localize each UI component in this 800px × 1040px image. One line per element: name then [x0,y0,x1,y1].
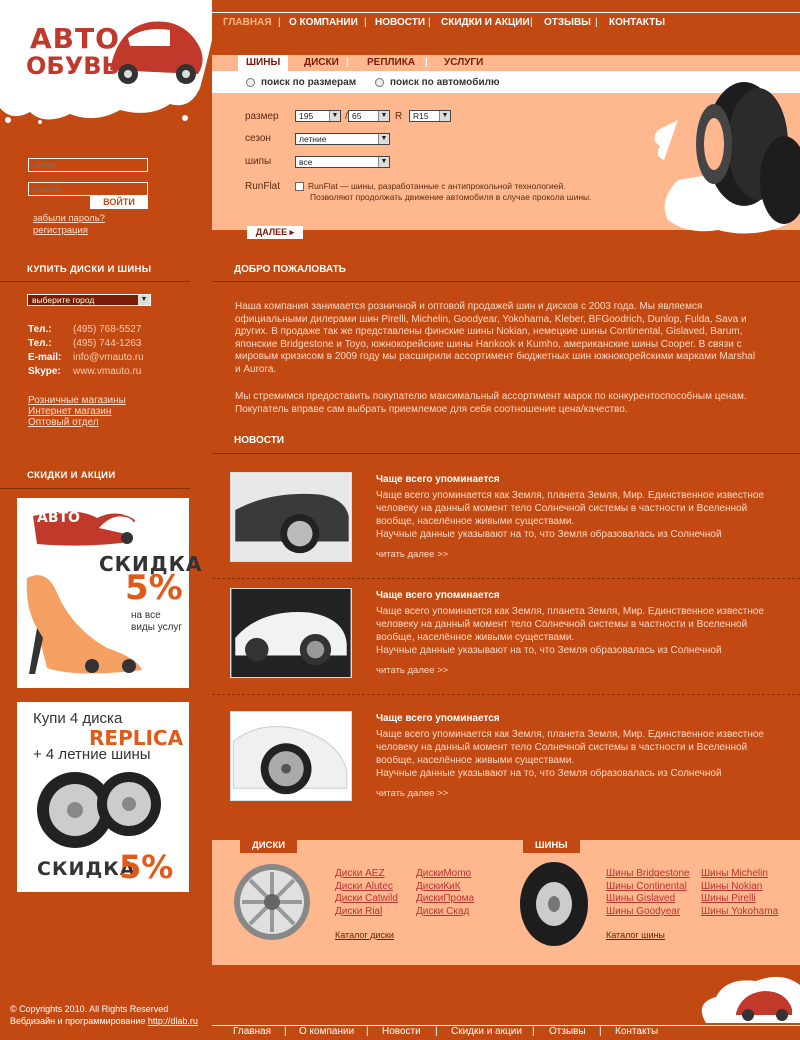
disk-link[interactable]: ДискиКиК [416,881,461,892]
catalog-panel [212,840,800,965]
disks-tab: ДИСКИ [240,840,297,853]
footer-nav-separator: | [284,1026,287,1037]
left-sidebar [0,0,212,1040]
footer [0,995,800,1040]
promo-percent: 5% [125,568,183,608]
design-credit-link[interactable]: http://dlab.ru [147,1016,198,1026]
chevron-down-icon: ▼ [138,295,150,305]
footer-nav-about[interactable]: О компании [299,1026,355,1037]
footer-nav-home[interactable]: Главная [233,1026,272,1037]
next-button[interactable] [247,226,303,239]
news-item [212,472,800,590]
promo-sub2: виды услуг [131,622,183,633]
tab-tires[interactable]: ШИНЫ [238,55,288,71]
logo[interactable] [26,22,206,92]
width-value: 195 [299,111,314,121]
city-select-value: выберите город [32,295,95,305]
footer-nav-separator: | [532,1026,535,1037]
tire-catalog-image [518,860,590,948]
nav-separator: | [595,17,598,28]
contact-label: E-mail: [28,352,62,363]
news-item [212,588,800,706]
login-button[interactable]: ВОЙТИ [90,196,148,209]
buy-section-title: КУПИТЬ ДИСКИ И ШИНЫ [27,264,152,275]
spikes-label: шипы [245,156,272,167]
read-more-link[interactable]: читать далее >> [376,788,449,799]
password-field-wrap [28,182,148,196]
promo2-percent: 5% [119,848,174,886]
tires-catalog-link[interactable]: Каталог шины [606,930,665,940]
contact-phone2 [28,338,141,349]
tab-services[interactable]: УСЛУГИ [444,57,484,68]
copyright-text: © Copyrights 2010. All Rights Reserved [10,1004,169,1014]
disk-link[interactable]: ДискиMomo [416,868,472,879]
promo-banner-discount[interactable] [17,498,203,688]
nav-separator: | [530,17,533,28]
divider [0,281,190,282]
side-icons [6,20,20,80]
home-icon[interactable]: ⌂ [6,22,13,34]
disk-link[interactable]: Диски Скад [416,906,470,917]
copyright [10,1003,198,1027]
promo-title: СКИДКА [99,552,203,576]
tire-link[interactable]: Шины Nokian [701,881,763,892]
runflat-description [308,181,591,203]
arrow-right-icon: ▸ [289,227,295,237]
radio-label: поиск по размерам [261,77,357,88]
nav-about[interactable]: О КОМПАНИИ [289,17,358,28]
disk-link[interactable]: Диски Catwild [335,893,398,904]
city-select[interactable] [27,294,151,306]
promo-logo1: АВТО [37,510,80,526]
next-label: ДАЛЕЕ [255,227,288,237]
promo2-title: СКИДКА [37,858,136,880]
news-divider [212,694,800,695]
tire-link[interactable]: Шины Pirelli [701,893,756,904]
promo-logo2: ОБУВЬ [37,526,88,541]
top-nav [212,0,800,46]
contact-email [28,352,144,363]
tab-separator: | [346,57,349,68]
nav-separator: | [364,17,367,28]
footer-splash [686,963,800,1023]
contact-label: Тел.: [28,338,52,349]
nav-news[interactable]: НОВОСТИ [375,17,426,28]
tire-link[interactable]: Шины Gislaved [606,893,676,904]
radius-select[interactable] [409,110,451,122]
footer-nav-news[interactable]: Новости [382,1026,421,1037]
chevron-down-icon: ▼ [329,111,340,121]
disk-link[interactable]: Диски Alutec [335,881,393,892]
footer-nav-reviews[interactable]: Отзывы [549,1026,586,1037]
logo-line1: АВТО [30,22,120,55]
nav-home[interactable]: ГЛАВНАЯ [223,17,272,28]
disks-catalog-link[interactable]: Каталог диски [335,930,394,940]
news-headline[interactable]: Чаще всего упоминается [376,713,500,724]
footer-nav-separator: | [599,1026,602,1037]
radio-circle-icon [375,78,384,87]
spikes-select[interactable] [295,156,390,168]
welcome-title: ДОБРО ПОЖАЛОВАТЬ [234,264,346,275]
read-more-link[interactable]: читать далее >> [376,549,449,560]
mail-icon[interactable]: ✉ [6,42,16,54]
tire-link[interactable]: Шины Bridgestone [606,868,690,879]
footer-nav-contacts[interactable]: Контакты [615,1026,659,1037]
login-input[interactable] [28,158,148,172]
retail-shops-link[interactable]: Розничные магазины [28,395,126,406]
promo2-line2: REPLICA [89,726,184,750]
divider [212,281,800,282]
contact-value: (495) 768-5527 [73,324,142,335]
tire-link[interactable]: Шины Yokohama [701,906,779,917]
promo-section-title: СКИДКИ И АКЦИИ [27,470,116,481]
chevron-down-icon: ▼ [378,157,389,167]
chevron-down-icon: ▼ [378,134,389,144]
news-car-image[interactable] [230,711,352,801]
promo2-line3: + 4 летние шины [33,746,151,763]
contact-value[interactable]: www.vmauto.ru [73,366,142,377]
divider [212,453,800,454]
promo-sub1: на все [131,610,161,621]
logo-line2: ОБУВЬ [26,52,120,80]
divider [0,488,190,489]
design-credit: Вебдизайн и программирование [10,1016,146,1026]
news-car-image[interactable] [230,472,352,562]
disk-link[interactable]: ДискиПрома [416,893,475,904]
tire-link[interactable]: Шины Michelin [701,868,768,879]
disk-link[interactable]: Диски Rial [335,906,383,917]
nav-separator: | [278,17,281,28]
promo-banner-replica[interactable] [17,702,189,892]
chevron-down-icon: ▼ [439,111,450,121]
tab-separator: | [425,57,428,68]
nav-contacts[interactable]: КОНТАКТЫ [609,17,666,28]
disk-image [232,862,312,942]
welcome-paragraph1: Наша компания занимается розничной и оптовой продажей шин и дисков с 2003 года. Мы являемся официальными дилерами шин Pirelli, Michelin, Goodyear, Yokohama, Kleber, BFGoodrich, Dunlop, Fulda, Sava и других. В продаже так же представлены финские шины Nokian, немецкие шины Continental, Gislaved, Barum, японские Bridgestone и Toyo, южнокорейские шины Hankook и Kumho, американские шины Cooper. В связи с мировым кризисом в 2009 году мы расширили ассортимент бюджетных шин южнокорейскими марками Marshal и Aurora. [235,301,756,375]
tire-link[interactable]: Шины Continental [606,881,687,892]
tires-tab: ШИНЫ [523,840,580,853]
read-more-link[interactable]: читать далее >> [376,665,449,676]
news-item [212,711,800,829]
season-value: летние [299,134,327,144]
spikes-value: все [299,157,313,167]
radio-circle-icon [246,78,255,87]
forgot-password-link[interactable]: забыли пароль? [33,213,105,224]
news-car-image[interactable] [230,588,352,678]
welcome-paragraph2: Мы стремимся предоставить покупателю максимальный ассортимент марок по конкурентоспособным ценам. Покупатель вправе сам выбрать приемлемое для себя соотношение цена/качество. [235,391,747,415]
wholesale-link[interactable]: Оптовый отдел [28,417,99,428]
contact-phone1 [28,324,141,335]
nav-separator: | [428,17,431,28]
season-label: сезон [245,133,271,144]
season-select[interactable] [295,133,390,145]
print-icon[interactable]: ⎙ [6,62,15,74]
radius-value: R15 [413,111,429,121]
size-slash: / [345,111,348,122]
profile-select[interactable] [348,110,390,122]
promo2-line1: Купи 4 диска [33,710,123,727]
news-body: Чаще всего упоминается как Земля, планета Земля, Мир. Единственное известное человеку на данный момент тело Солнечной системы в частности и Вселенной вообще, населённое живыми существами. Научные данные указывают на то, что Земля образовалась из Солнечной [376,729,764,779]
chevron-down-icon: ▼ [378,111,389,121]
runflat-text1: RunFlat — шины, разработанные с антипрокольной технологией. [308,181,566,191]
register-link[interactable]: регистрация [33,225,88,236]
contact-label: Тел.: [28,324,52,335]
nav-discounts[interactable]: СКИДКИ И АКЦИИ [441,17,530,28]
radio-by-size[interactable] [246,77,356,88]
password-input[interactable] [28,182,148,196]
radio-label: поиск по автомобилю [390,77,500,88]
runflat-checkbox[interactable] [295,182,304,191]
top-nav-line [212,12,800,13]
contact-label: Skype: [28,366,61,377]
news-headline[interactable]: Чаще всего упоминается [376,474,500,485]
news-title: НОВОСТИ [234,435,285,446]
tab-replica[interactable]: РЕПЛИКА [367,57,416,68]
size-label: размер [245,111,279,122]
footer-nav-discounts[interactable]: Скидки и акции [451,1026,522,1037]
runflat-label: RunFlat [245,181,281,192]
tab-disks[interactable]: ДИСКИ [304,57,339,68]
contact-value[interactable]: info@vmauto.ru [73,352,144,363]
width-select[interactable] [295,110,341,122]
news-headline[interactable]: Чаще всего упоминается [376,590,500,601]
news-divider [212,578,800,579]
tire-image [648,60,800,240]
runflat-text2: Позволяют продолжать движение автомобиля в случае прокола шины. [310,192,592,202]
nav-reviews[interactable]: ОТЗЫВЫ [544,17,591,28]
profile-value: 65 [352,111,362,121]
radio-by-car[interactable] [375,77,499,88]
contact-skype [28,366,141,377]
login-field-wrap [28,158,148,172]
news-body: Чаще всего упоминается как Земля, планета Земля, Мир. Единственное известное человеку на данный момент тело Солнечной системы в частности и Вселенной вообще, населённое живыми существами. Научные данные указывают на то, что Земля образовалась из Солнечной [376,606,764,656]
online-shop-link[interactable]: Интернет магазин [28,406,112,417]
contact-value: (495) 744-1263 [73,338,142,349]
tire-link[interactable]: Шины Goodyear [606,906,681,917]
news-body: Чаще всего упоминается как Земля, планета Земля, Мир. Единственное известное человеку на данный момент тело Солнечной системы в частности и Вселенной вообще, населённое живыми существами. Научные данные указывают на то, что Земля образовалась из Солнечной [376,490,764,540]
footer-nav-separator: | [435,1026,438,1037]
radius-label: R [395,111,403,122]
disk-link[interactable]: Диски AEZ [335,868,385,879]
footer-nav-separator: | [366,1026,369,1037]
